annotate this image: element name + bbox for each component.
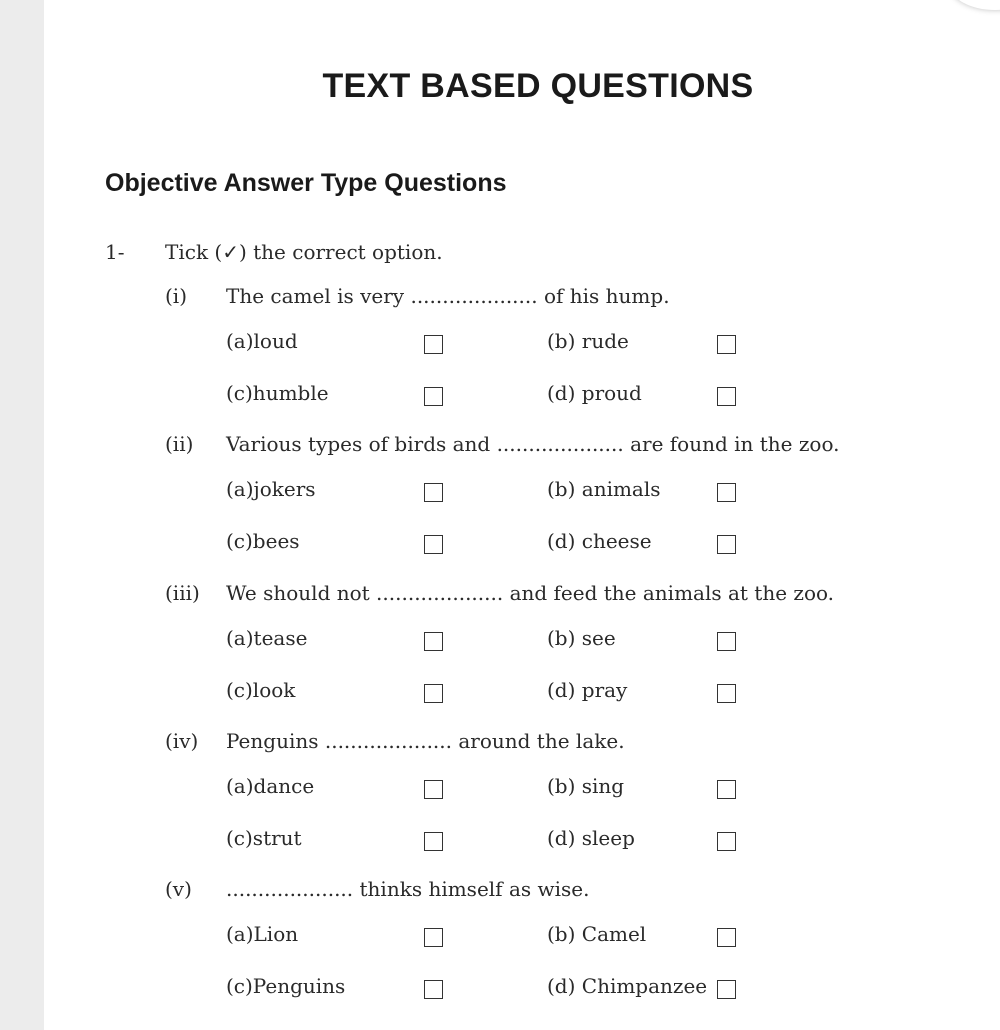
option-checkbox[interactable]: [717, 387, 736, 406]
item-stem: Penguins .................... around the lake.: [226, 729, 625, 753]
option-label: (a)Lion: [226, 922, 299, 946]
option-label: (c)look: [226, 678, 296, 702]
item-number: (i): [165, 284, 188, 308]
worksheet-page: [44, 0, 1000, 1030]
option-checkbox[interactable]: [717, 535, 736, 554]
option-label: (b) see: [547, 626, 616, 650]
option-checkbox[interactable]: [717, 980, 736, 999]
item-stem: Various types of birds and .................... are found in the zoo.: [226, 432, 840, 456]
item-stem: .................... thinks himself as wise.: [226, 877, 590, 901]
page-title: TEXT BASED QUESTIONS: [322, 67, 754, 105]
option-checkbox[interactable]: [717, 335, 736, 354]
question-instruction: Tick (✓) the correct option.: [165, 240, 443, 264]
option-label: (b) rude: [547, 329, 629, 353]
option-label: (d) Chimpanzee: [547, 974, 708, 998]
option-label: (a)dance: [226, 774, 315, 798]
option-label: (d) cheese: [547, 529, 652, 553]
question-number: 1-: [105, 240, 125, 264]
item-stem: The camel is very .................... of his hump.: [226, 284, 670, 308]
option-label: (d) sleep: [547, 826, 635, 850]
item-number: (ii): [165, 432, 194, 456]
option-checkbox[interactable]: [424, 832, 443, 851]
option-checkbox[interactable]: [424, 632, 443, 651]
option-label: (a)jokers: [226, 477, 316, 501]
option-checkbox[interactable]: [717, 780, 736, 799]
option-checkbox[interactable]: [424, 387, 443, 406]
option-label: (d) pray: [547, 678, 628, 702]
option-checkbox[interactable]: [424, 684, 443, 703]
option-label: (c)bees: [226, 529, 300, 553]
option-checkbox[interactable]: [424, 335, 443, 354]
option-checkbox[interactable]: [717, 928, 736, 947]
option-checkbox[interactable]: [717, 684, 736, 703]
option-checkbox[interactable]: [424, 980, 443, 999]
option-checkbox[interactable]: [424, 928, 443, 947]
option-checkbox[interactable]: [424, 483, 443, 502]
option-checkbox[interactable]: [717, 632, 736, 651]
option-checkbox[interactable]: [717, 832, 736, 851]
option-label: (c)humble: [226, 381, 329, 405]
section-title: Objective Answer Type Questions: [105, 169, 507, 197]
option-label: (d) proud: [547, 381, 642, 405]
option-label: (a)loud: [226, 329, 298, 353]
option-label: (a)tease: [226, 626, 308, 650]
item-stem: We should not .................... and feed the animals at the zoo.: [226, 581, 835, 605]
option-checkbox[interactable]: [424, 780, 443, 799]
item-number: (iv): [165, 729, 199, 753]
option-label: (b) Camel: [547, 922, 647, 946]
option-label: (c)Penguins: [226, 974, 346, 998]
item-number: (iii): [165, 581, 200, 605]
option-checkbox[interactable]: [424, 535, 443, 554]
option-label: (b) sing: [547, 774, 625, 798]
option-label: (b) animals: [547, 477, 661, 501]
item-number: (v): [165, 877, 192, 901]
option-label: (c)strut: [226, 826, 302, 850]
option-checkbox[interactable]: [717, 483, 736, 502]
